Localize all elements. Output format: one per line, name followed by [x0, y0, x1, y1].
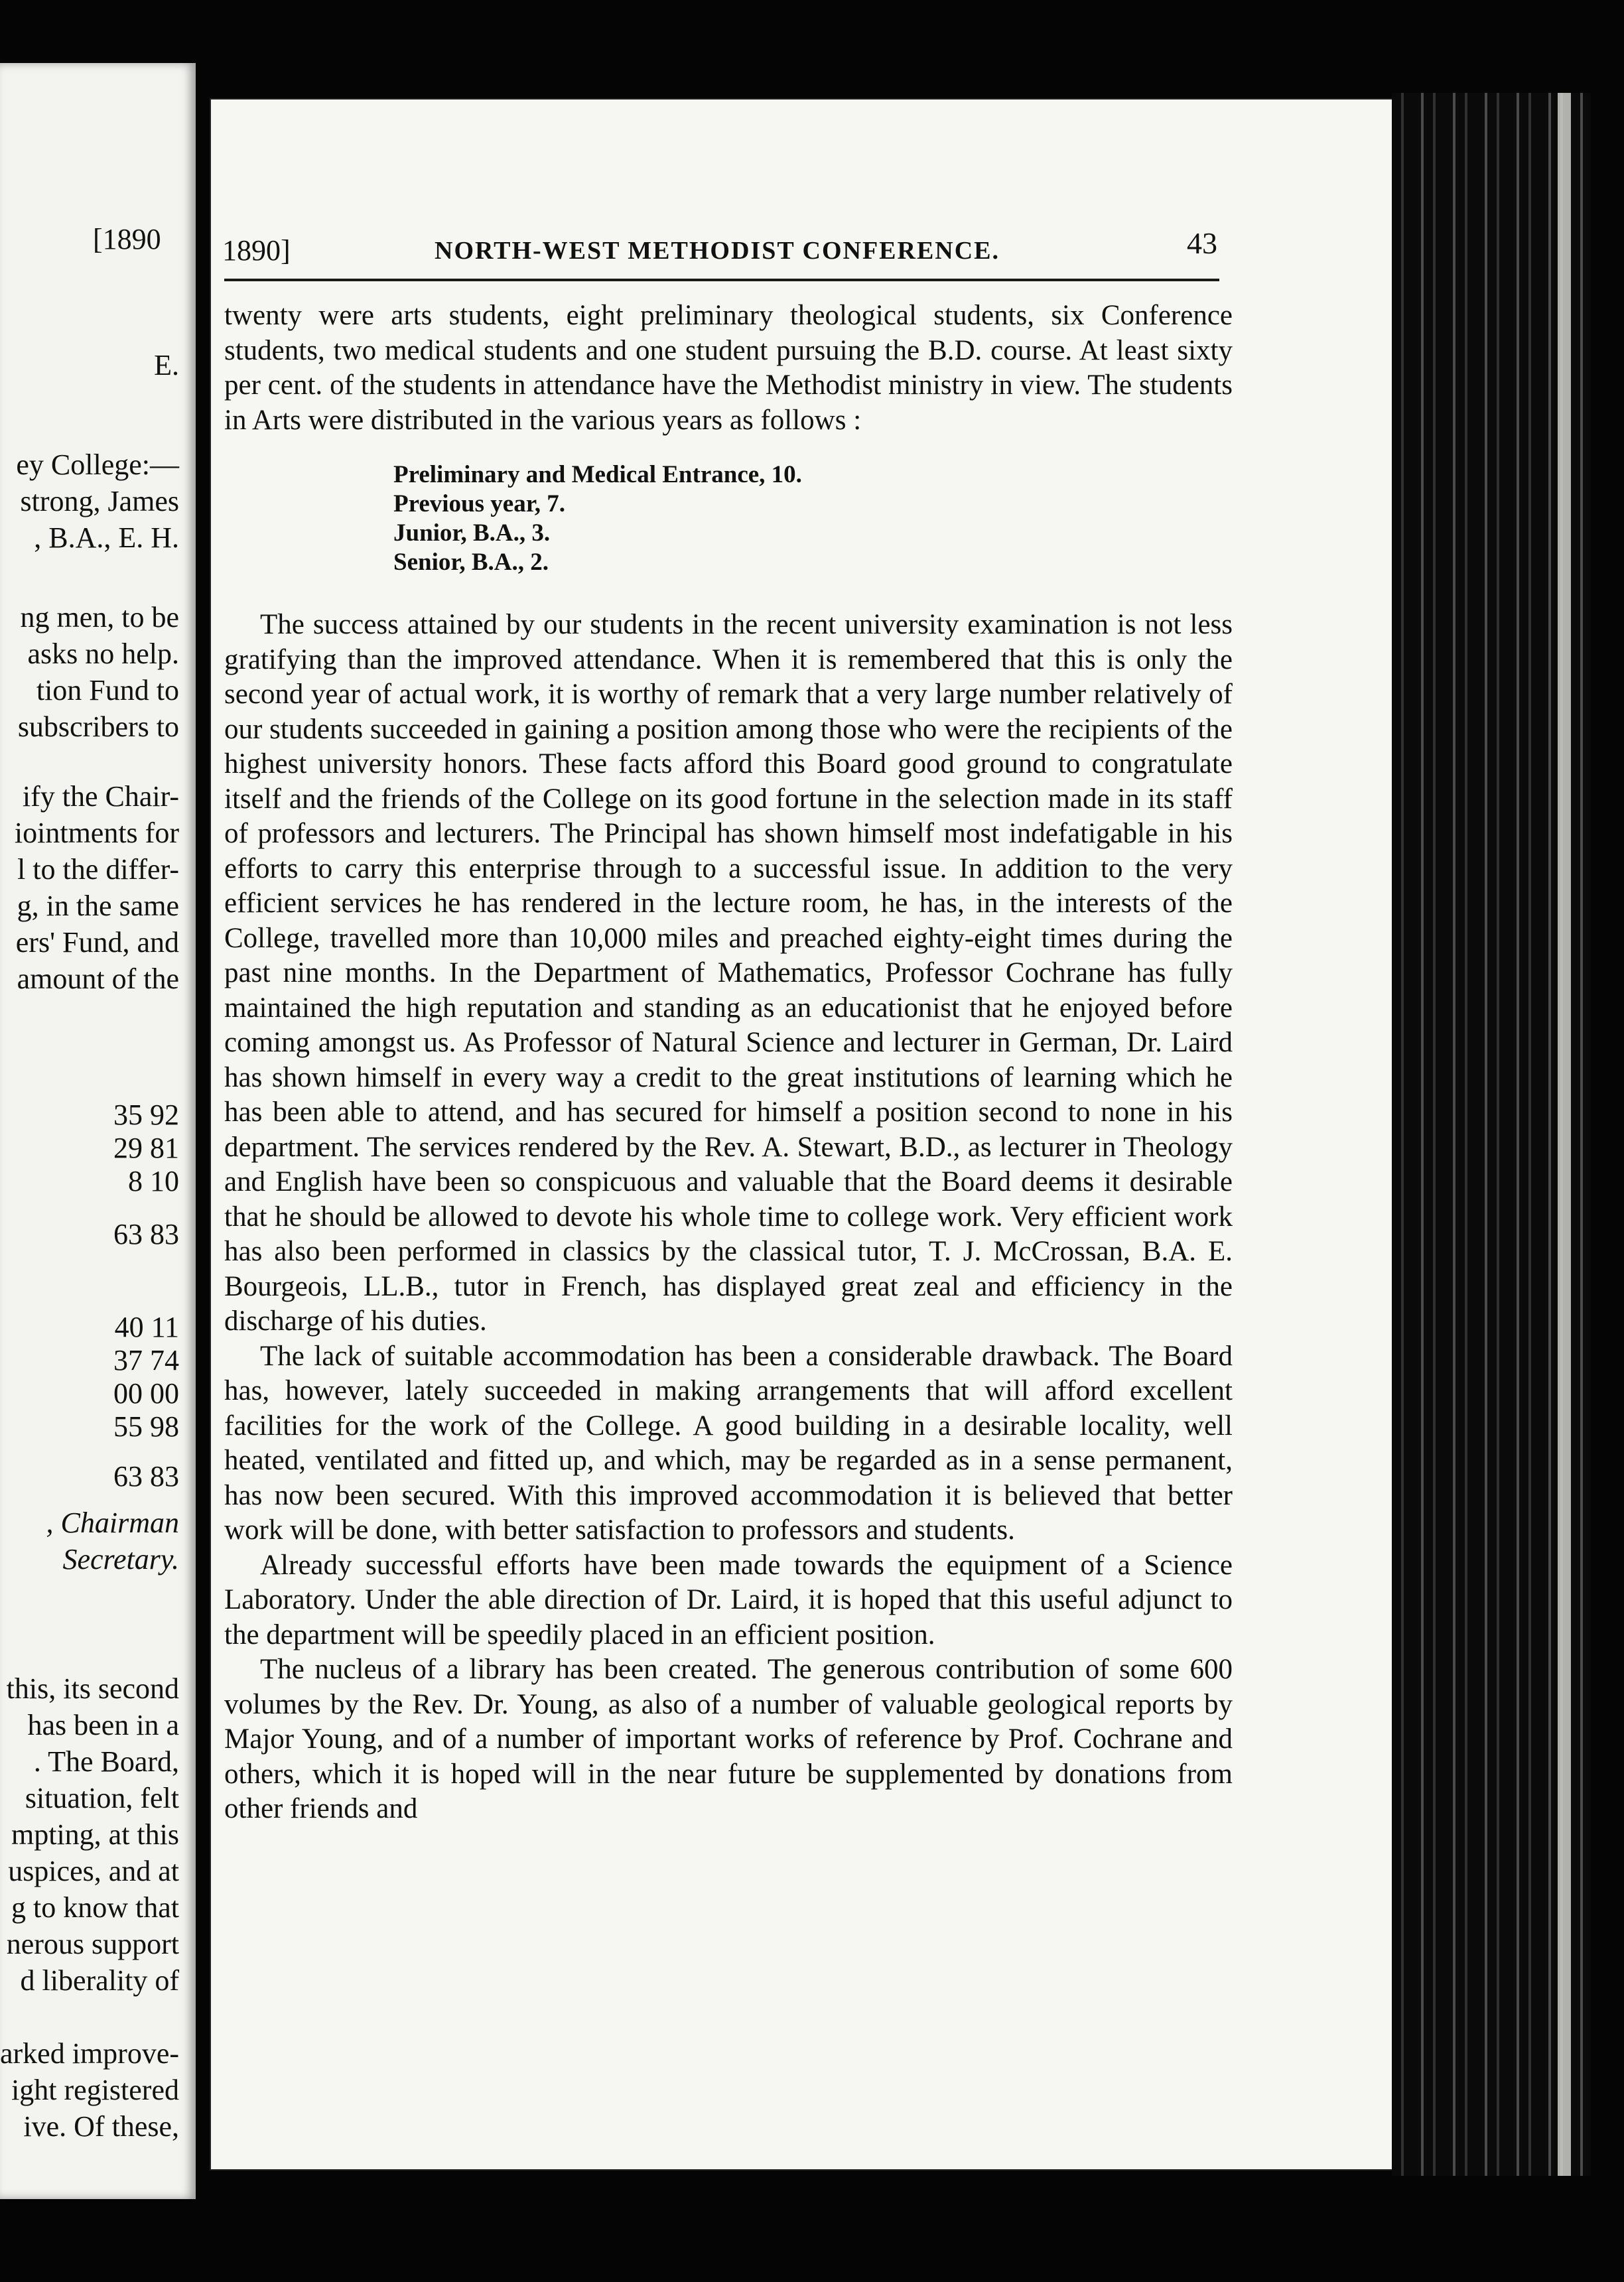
- facing-page-line: ight registered: [11, 2074, 179, 2106]
- facing-page-line: Secretary.: [62, 1543, 179, 1576]
- facing-page-line: d liberality of: [20, 1964, 179, 1997]
- facing-page-line: 00 00: [113, 1377, 179, 1410]
- header-rule: [224, 279, 1219, 281]
- facing-page-line: ive. Of these,: [23, 2110, 179, 2143]
- book-page-edges: [1392, 93, 1591, 2176]
- book-page: [211, 100, 1392, 2169]
- page-edge-band: [1558, 93, 1571, 2176]
- facing-page-line: iointments for: [14, 817, 179, 849]
- facing-page-line: 29 81: [113, 1132, 179, 1164]
- facing-page-line: 55 98: [113, 1410, 179, 1443]
- facing-page: [0, 63, 196, 2199]
- years-list: [393, 460, 1233, 577]
- header-title: NORTH-WEST METHODIST CONFERENCE.: [435, 237, 1000, 265]
- list-item: Senior, B.A., 2.: [393, 549, 549, 576]
- facing-page-line: 40 11: [114, 1311, 179, 1343]
- facing-page-line: ify the Chair-: [22, 780, 179, 813]
- list-item: Previous year, 7.: [393, 490, 565, 517]
- facing-page-line: mpting, at this: [11, 1818, 179, 1851]
- page-number: 43: [1187, 226, 1217, 260]
- list-item: Preliminary and Medical Entrance, 10.: [393, 461, 802, 488]
- running-header: [222, 226, 1217, 272]
- paragraph-results: The success attained by our students in the recent university examination is not less gratifying than the improved attendance. When it is remembered that this is only the second year of actual work, it is worthy of remark that a very large number relatively of our students succeeded in gaining a position among those who were the recipients of the highest university honors. These facts afford this Board good ground to congratulate itself and the friends of the College on its good fortune in the selection made in its staff of professors and lecturers. The Principal has shown himself most indefatigable in his efforts to carry this enterprise through to a successful issue. In addition to the very efficient services he has rendered in the lecture room, he has, in the interests of the College, travelled more than 10,000 miles and preached eighty-eight times during the past nine months. In the Department of Mathematics, Professor Cochrane has fully maintained the high reputation and standing as an educationist that he enjoyed before coming amongst us. As Professor of Natural Science and lecturer in German, Dr. Laird has shown himself in every way a credit to the great institutions of learning which he has been able to attend, and has secured for himself a position second to none in his department. The services rendered by the Rev. A. Stewart, B.D., as lecturer in Theology and English have been so conspicuous and valuable that the Board deems it desirable that he should be allowed to devote his whole time to college work. Very efficient work has also been performed in classics by the classical tutor, T. J. McCrossan, B.A. E. Bourgeois, LL.B., tutor in French, has displayed great zeal and efficiency in the discharge of his duties.: [224, 609, 1233, 1337]
- facing-page-line: g to know that: [11, 1891, 179, 1924]
- header-year: 1890]: [222, 234, 291, 267]
- paragraph-library: The nucleus of a library has been created. The generous contribution of some 600 volumes by the Rev. Dr. Young, as also of a number of valuable geological reports by Major Young, and of a number of important works of reference by Prof. Cochrane and others, which it is hoped will in the near future be supplemented by donations from other friends and: [224, 1654, 1233, 1824]
- facing-page-running-head: [1890: [93, 223, 161, 255]
- facing-page-line: situation, felt: [25, 1782, 179, 1814]
- facing-page-line: this, its second: [6, 1672, 179, 1705]
- facing-page-line: 63 83: [113, 1460, 179, 1493]
- facing-page-line: strong, James: [20, 485, 179, 517]
- facing-page-line: amount of the: [17, 963, 179, 995]
- facing-page-line: ng men, to be: [20, 601, 179, 634]
- facing-page-line: tion Fund to: [36, 674, 179, 706]
- facing-page-line: nerous support: [6, 1928, 179, 1960]
- facing-page-line: 63 83: [113, 1218, 179, 1250]
- list-item: Junior, B.A., 3.: [393, 519, 551, 547]
- facing-page-line: 8 10: [128, 1165, 179, 1197]
- facing-page-line: , B.A., E. H.: [34, 521, 179, 554]
- facing-page-line: ers' Fund, and: [15, 926, 179, 959]
- facing-page-line: subscribers to: [17, 710, 179, 743]
- facing-page-line: asks no help.: [27, 638, 179, 670]
- facing-page-line: E.: [154, 349, 179, 381]
- facing-page-line: has been in a: [27, 1709, 179, 1741]
- body-text: [224, 299, 1233, 1827]
- facing-page-line: 35 92: [113, 1099, 179, 1131]
- facing-page-line: 37 74: [113, 1344, 179, 1376]
- facing-page-line: arked improve-: [0, 2037, 179, 2070]
- facing-page-line: ey College:—: [16, 448, 179, 481]
- facing-page-line: uspices, and at: [8, 1855, 179, 1887]
- facing-page-line: l to the differ-: [17, 853, 179, 886]
- facing-page-line: . The Board,: [33, 1745, 179, 1778]
- paragraph-laboratory: Already successful efforts have been made towards the equipment of a Science Laboratory. Under the able direction of Dr. Laird, it is hoped that this useful adjunct to the department will be speedily placed in an efficient position.: [224, 1549, 1233, 1650]
- facing-page-line: g, in the same: [17, 890, 179, 922]
- intro-paragraph: twenty were arts students, eight preliminary theological students, six Conference students, two medical students and one student pursuing the B.D. course. At least sixty per cent. of the students in attendance have the Methodist ministry in view. The students in Arts were distributed in the various years as follows :: [224, 300, 1233, 436]
- facing-page-line: , Chairman: [46, 1507, 179, 1539]
- paragraph-accommodation: The lack of suitable accommodation has been a considerable drawback. The Board has, however, lately succeeded in making arrangements that will afford excellent facilities for the work of the College. A good building in a desirable locality, well heated, ventilated and fitted up, and which, may be regarded as in a sense permanent, has now been secured. With this improved accommodation it is believed that better work will be done, with better satisfaction to professors and students.: [224, 1340, 1233, 1546]
